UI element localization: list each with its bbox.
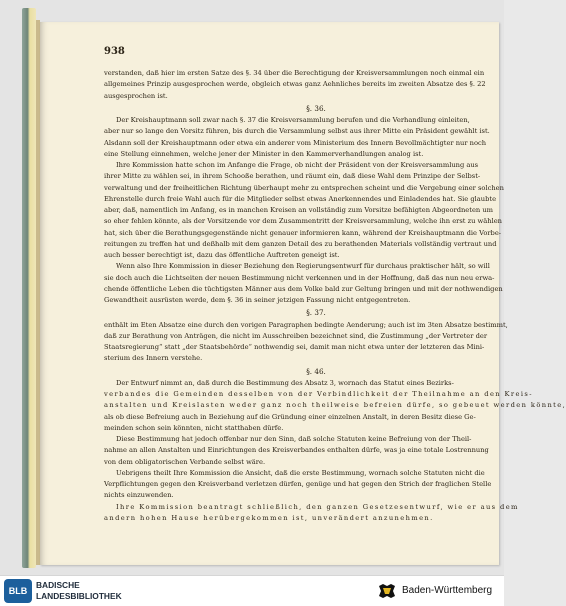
text-line: Wenn also Ihre Kommission in dieser Beziehung den Regierungsentwurf für durchaus praktischer hält, so will — [116, 262, 490, 271]
text-line: andern hohen Hause herübergekommen ist, unverändert anzunehmen. — [104, 513, 434, 522]
facing-page-edge — [22, 8, 36, 568]
text-line: hat, sich über die Berathungsgegenstände nicht genauer informieren kann, während der Kreishauptmann die Vorbe- — [104, 228, 502, 237]
text-line: aber, daß, namentlich im Anfang, es in manchen Kreisen an vollständig zum Vorsitze befähigten Abgeordneten um — [104, 206, 493, 214]
library-name-line2: LANDESBIBLIOTHEK — [36, 591, 122, 601]
text-line: ihrer Mitte zu wählen sei, in ihrem Schooße berathen, und räumt ein, daß diese Wahl dem Prinzipe der Selbst- — [104, 172, 481, 181]
text-line: daß zur Berathung von Anträgen, die nicht im Ausschreiben bezeichnet sind, die Zustimmung „der Vertreter der — [104, 331, 488, 340]
text-line: ausgesprochen ist. — [104, 91, 168, 100]
text-line: meinden schon sein könnten, nicht statthaben dürfe. — [104, 423, 284, 432]
text-line: Diese Bestimmung hat jedoch offenbar nur den Sinn, daß solche Statuten keine Befreiung von der Theil- — [116, 435, 472, 443]
text-line: Gewandtheit ausrüsten werde, dem §. 36 in seiner jetzigen Fassung nicht entgegentreten. — [104, 296, 411, 304]
text-line: von dem obligatorischen Verbande selbst wäre. — [104, 457, 266, 466]
text-line: Der Entwurf nimmt an, daß durch die Bestimmung des Absatz 3, wornach das Statut eines Bezirks- — [116, 378, 454, 387]
text-line: Verpflichtungen gegen den Kreisverband verletzen dürfen, genüge und hat gegen den Strich der fraglichen Stelle — [104, 480, 492, 488]
footer-bar — [0, 575, 504, 606]
text-line: Ehrenstelle durch freie Wahl auch für die Mitglieder selbst etwas Anerkennendes und Einladendes hat. Sie glaubte — [104, 194, 497, 203]
blb-logo[interactable]: BLB — [4, 579, 32, 603]
text-line: anstalten und Kreislasten weder ganz noch theilweise befreien dürfe, so gebeuet werden könnte, — [104, 401, 566, 410]
text-line: Der Kreishauptmann soll zwar nach §. 37 die Kreisversammlung berufen und die Verhandlung einleiten, — [116, 116, 470, 124]
library-name-line1: BADISCHE — [36, 580, 80, 590]
text-line: auch besser berechtigt ist, dazu das öffentliche Auftreten geneigt ist. — [104, 251, 340, 259]
text-line: verwaltung und der freiheitlichen Richtung überhaupt mehr zu entsprechen scheint und die Vergebung einer solchen — [104, 183, 504, 192]
scanned-page — [40, 22, 566, 565]
section-heading: §. 46. — [306, 366, 326, 376]
text-line: aber nur so lange den Vorsitz führen, bis durch die Versammlung selbst aus ihrer Mitte ein Präsident gewählt ist. — [104, 127, 490, 136]
text-line: chende öffentliche Leben die tüchtigsten Männer aus dem Volke bald zur Geltung bringen und mit der nothwendigen — [104, 284, 503, 293]
library-name[interactable] — [36, 580, 122, 602]
page-text — [104, 68, 566, 524]
text-line: so eher fehlen könnte, als der Vorsitzende vor dem Zusammentritt der Kreisversammlung, welche ihn erst zu wählen — [104, 217, 502, 226]
text-line: Alsdann soll der Kreishauptmann oder etwa ein anderer vom Ministerium des Innern Bevollmächtigter nur noch — [104, 138, 487, 147]
text-line: enthält im Eten Absatze eine durch den vorigen Paragraphen bedingte Aenderung; auch ist im 3ten Absatze bestimmt, — [104, 320, 508, 329]
text-line: Uebrigens theilt Ihre Kommission die Ansicht, daß die erste Bestimmung, wornach solche Statuten nicht die — [116, 468, 485, 477]
section-heading: §. 37. — [306, 308, 326, 318]
state-emblem-icon — [378, 583, 396, 599]
text-line: sie doch auch die Lichtseiten der neuen Bestimmung nicht verkennen und in der Hoffnung, daß das nun neu erwa- — [104, 273, 495, 282]
state-name[interactable]: Baden-Württemberg — [402, 585, 493, 596]
text-line: reitungen zu treffen hat und deßhalb mit dem ganzen Detail des zu berathenden Materials vollständig vertraut und — [104, 239, 497, 248]
text-line: als ob diese Befreiung auch in Beziehung auf die Gründung einer einzelnen Anstalt, in deren Besitz diese Ge- — [104, 412, 476, 421]
text-line: Staatsregierung“ statt „der Staatsbehörde“ nothwendig sei, damit man nicht etwa unter der letzteren das Mini- — [104, 343, 485, 351]
text-line: sterium des Innern verstehe. — [104, 354, 203, 363]
text-line: verstanden, daß hier im ersten Satze des §. 34 über die Berechtigung der Kreisversammlungen noch einmal ein — [104, 69, 485, 77]
text-line: eine Stellung einnehmen, welche jener der Minister in den Kammerverhandlungen analog ist. — [104, 149, 424, 158]
section-heading: §. 36. — [306, 103, 326, 113]
page-number: 938 — [104, 46, 125, 57]
text-line: Ihre Kommission beantragt schließlich, den ganzen Gesetzesentwurf, wie er aus dem — [116, 502, 519, 511]
text-line: nahme an allen Anstalten und Einrichtungen des Kreisverbandes enthalten dürfe, was ja eine totale Lostrennung — [104, 446, 489, 455]
text-line: verbandes die Gemeinden desselben von der Verbindlichkeit der Theilnahme an den Kreis- — [104, 390, 533, 398]
text-line: allgemeines Prinzip ausgesprochen werde, obgleich etwas ganz Aehnliches bereits im zweiten Absatze des §. 22 — [104, 80, 486, 89]
text-line: Ihre Kommission hatte schon im Anfange die Frage, ob nicht der Präsident von der Kreisversammlung aus — [116, 161, 479, 169]
text-line: nichts einzuwenden. — [104, 491, 174, 500]
